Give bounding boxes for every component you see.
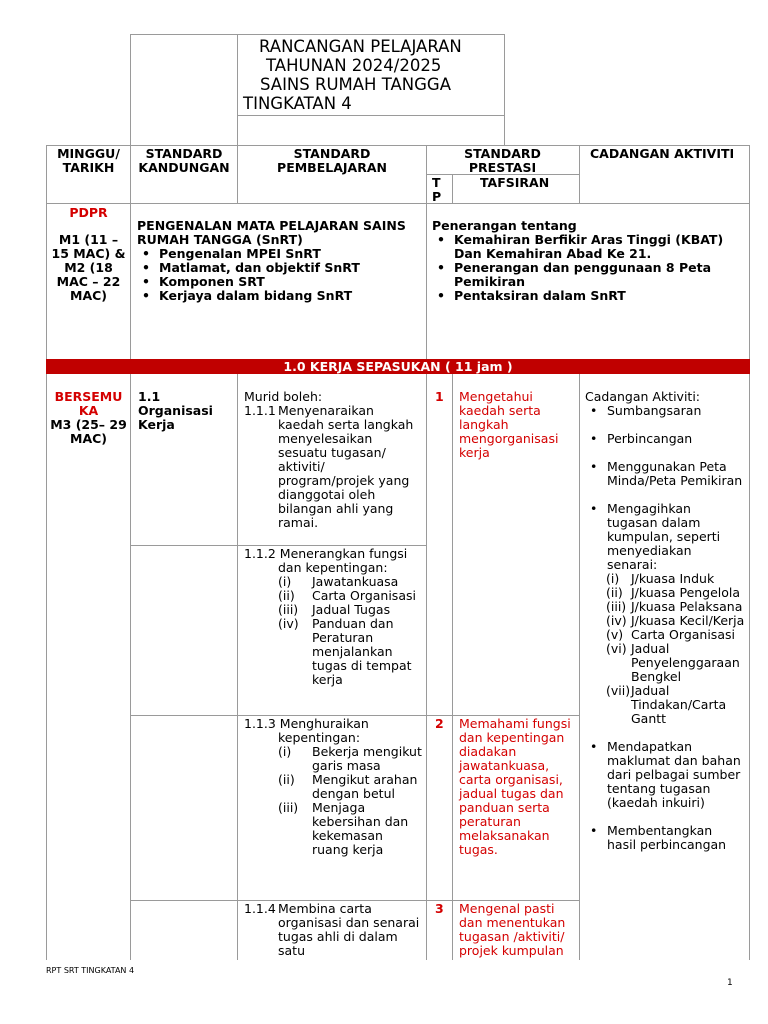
roman-numeral: (ii) <box>278 772 295 787</box>
col-line-4a <box>579 145 580 203</box>
header-cadangan-aktiviti: CADANGAN AKTIVITI <box>590 146 735 161</box>
document-title <box>240 37 502 113</box>
tp-level-1: 1 <box>435 389 444 404</box>
list-item: Panduan dan Peraturan menjalankan tugas di tempat kerja <box>312 616 412 687</box>
sp-1-1-3 <box>244 717 422 857</box>
roman-numeral: (i) <box>278 574 292 589</box>
header-bottom <box>46 203 750 204</box>
roman-numeral: (vii) <box>606 683 631 698</box>
roman-numeral: (iii) <box>606 599 627 614</box>
list-item: J/kuasa Induk <box>631 571 715 586</box>
title-line-1: RANCANGAN PELAJARAN <box>259 37 462 56</box>
list-item: J/kuasa Kecil/Kerja <box>631 613 745 628</box>
list-item: • Sumbangsaran <box>585 404 745 418</box>
row2-weeks-cell <box>49 390 128 446</box>
row1-right-list <box>432 233 746 303</box>
roman-numeral: (iii) <box>278 602 299 617</box>
list-item: • Matlamat, dan objektif SnRT <box>137 261 421 275</box>
ca-list <box>585 404 745 572</box>
roman-numeral: (v) <box>606 627 624 642</box>
roman-numeral: (iv) <box>606 613 627 628</box>
page-number: 1 <box>727 978 733 988</box>
list-item: • Membentangkan hasil perbincangan <box>585 824 745 852</box>
tafsiran-2: Memahami fungsi dan kepentingan diadakan jawatankuasa, carta organisasi, jadual tugas dan panduan serta peraturan melaksanakan tugas. <box>459 716 571 857</box>
row1-right-content <box>432 219 746 303</box>
tp-level-2: 2 <box>435 716 444 731</box>
list-item: Carta Organisasi <box>312 588 416 603</box>
list-item: Jawatankuasa <box>312 574 399 589</box>
roman-numeral: (i) <box>278 744 292 759</box>
col-line-2b <box>237 374 238 960</box>
sk-divider-2 <box>130 715 238 716</box>
tafsiran-1: Mengetahui kaedah serta langkah mengorganisasi kerja <box>459 389 559 460</box>
sp-number: 1.1.4 <box>244 901 276 916</box>
sk-divider-3 <box>130 900 238 901</box>
list-item: • Komponen SRT <box>137 275 421 289</box>
sp-intro: Murid boleh: <box>244 389 323 404</box>
col-line-4b <box>579 374 580 960</box>
sp-1-1-2 <box>244 547 422 687</box>
sp-1-1-4 <box>244 902 422 958</box>
col-line-tp-a <box>452 174 453 203</box>
row1-content <box>137 219 421 303</box>
list-item: Menjaga kebersihan dan kekemasan ruang kerja <box>312 800 409 857</box>
list-item: • Penerangan dan penggunaan 8 Peta Pemikiran <box>432 261 746 289</box>
title-border-right <box>504 34 505 145</box>
header-minggu: MINGGU/ TARIKH <box>57 146 120 175</box>
list-item: Bekerja mengikut garis masa <box>312 744 422 773</box>
header-standard-pembelajaran: STANDARD PEMBELAJARAN <box>277 146 387 175</box>
col-line-0 <box>46 145 47 960</box>
col-line-3 <box>426 145 427 960</box>
sp-heading: 1.1.2 Menerangkan fungsi dan kepentingan: <box>244 546 408 575</box>
list-item: • Pentaksiran dalam SnRT <box>432 289 746 303</box>
list-item: • Mendapatkan maklumat dan bahan dari pelbagai sumber tentang tugasan (kaedah inkuiri) <box>585 740 745 810</box>
title-divider <box>237 115 505 116</box>
col-line-5 <box>749 145 750 960</box>
tp-level-3: 3 <box>435 901 444 916</box>
cadangan-aktiviti-cell <box>585 390 745 852</box>
list-item: • Perbincangan <box>585 432 745 446</box>
row1-weeks: M1 (11 – 15 MAC) & M2 (18 MAC – 22 MAC) <box>51 232 126 303</box>
list-item: J/kuasa Pelaksana <box>631 599 743 614</box>
roman-numeral: (i) <box>606 571 620 586</box>
roman-numeral: (vi) <box>606 641 627 656</box>
roman-numeral: (iv) <box>278 616 299 631</box>
roman-numeral: (iii) <box>278 800 299 815</box>
row1-right-heading: Penerangan tentang <box>432 218 577 233</box>
ca-heading: Cadangan Aktiviti: <box>585 389 701 404</box>
row1-heading: PENGENALAN MATA PELAJARAN SAINS RUMAH TANGGA (SnRT) <box>137 218 406 247</box>
section-title-band: 1.0 KERJA SEPASUKAN ( 11 jam ) <box>46 359 750 374</box>
tafsiran-3: Mengenal pasti dan menentukan tugasan /aktiviti/ projek kumpulan <box>459 901 566 958</box>
list-item: • Kemahiran Berfikir Aras Tinggi (KBAT) Dan Kemahiran Abad Ke 21. <box>432 233 746 261</box>
title-line-2: TAHUNAN 2024/2025 <box>266 56 442 75</box>
list-item: Carta Organisasi <box>631 627 735 642</box>
footer-label: RPT SRT TINGKATAN 4 <box>46 966 135 975</box>
roman-numeral: (ii) <box>606 585 623 600</box>
row2-weeks: M3 (25– 29 MAC) <box>50 417 127 446</box>
title-border-top <box>130 34 505 35</box>
list-item: Mengikut arahan dengan betul <box>312 772 418 801</box>
row2-mode-label: BERSEMU KA <box>54 389 123 418</box>
col-line-1 <box>130 145 131 960</box>
sk-divider-1 <box>130 545 238 546</box>
title-border-left <box>130 34 131 145</box>
title-border-mid <box>237 34 238 145</box>
row1-list <box>137 247 421 303</box>
sp-1-1-1 <box>244 390 422 530</box>
list-item: Jadual Tugas <box>312 602 391 617</box>
list-item: • Kerjaya dalam bidang SnRT <box>137 289 421 303</box>
list-item: • Mengagihkan tugasan dalam kumpulan, seperti menyediakan senarai: <box>585 502 745 572</box>
list-item: J/kuasa Pengelola <box>631 585 741 600</box>
title-line-4: TINGKATAN 4 <box>243 94 352 113</box>
list-item: • Pengenalan MPEI SnRT <box>137 247 421 261</box>
ca-sublist <box>585 572 745 726</box>
list-item: • Menggunakan Peta Minda/Peta Pemikiran <box>585 460 745 488</box>
header-tp: T P <box>432 175 442 204</box>
header-standard-prestasi: STANDARD PRESTASI <box>464 146 541 175</box>
sp-text: Menyenaraikan kaedah serta langkah menyelesaikan sesuatu tugasan/ aktiviti/ program/projek yang dianggotai oleh bilangan ahli yang ramai. <box>278 403 414 530</box>
title-line-3: SAINS RUMAH TANGGA <box>260 75 451 94</box>
header-standard-kandungan: STANDARD KANDUNGAN <box>138 146 230 175</box>
sp-number: 1.1.1 <box>244 403 276 418</box>
header-tafsiran: TAFSIRAN <box>480 175 550 190</box>
row1-mode-label: PDPR <box>69 205 108 220</box>
list-item: Jadual Penyelenggaraan Bengkel <box>631 641 740 684</box>
roman-numeral: (ii) <box>278 588 295 603</box>
row1-weeks-cell <box>49 206 128 303</box>
ca-list-2 <box>585 740 745 852</box>
sp-text: Membina carta organisasi dan senarai tugas ahli di dalam satu <box>278 901 420 958</box>
list-item: Jadual Tindakan/Carta Gantt <box>631 683 727 726</box>
col-line-tp-b <box>452 374 453 960</box>
sp-heading: 1.1.3 Menghuraikan kepentingan: <box>244 716 369 745</box>
standard-kandungan-1-1: 1.1 Organisasi Kerja <box>138 389 213 432</box>
